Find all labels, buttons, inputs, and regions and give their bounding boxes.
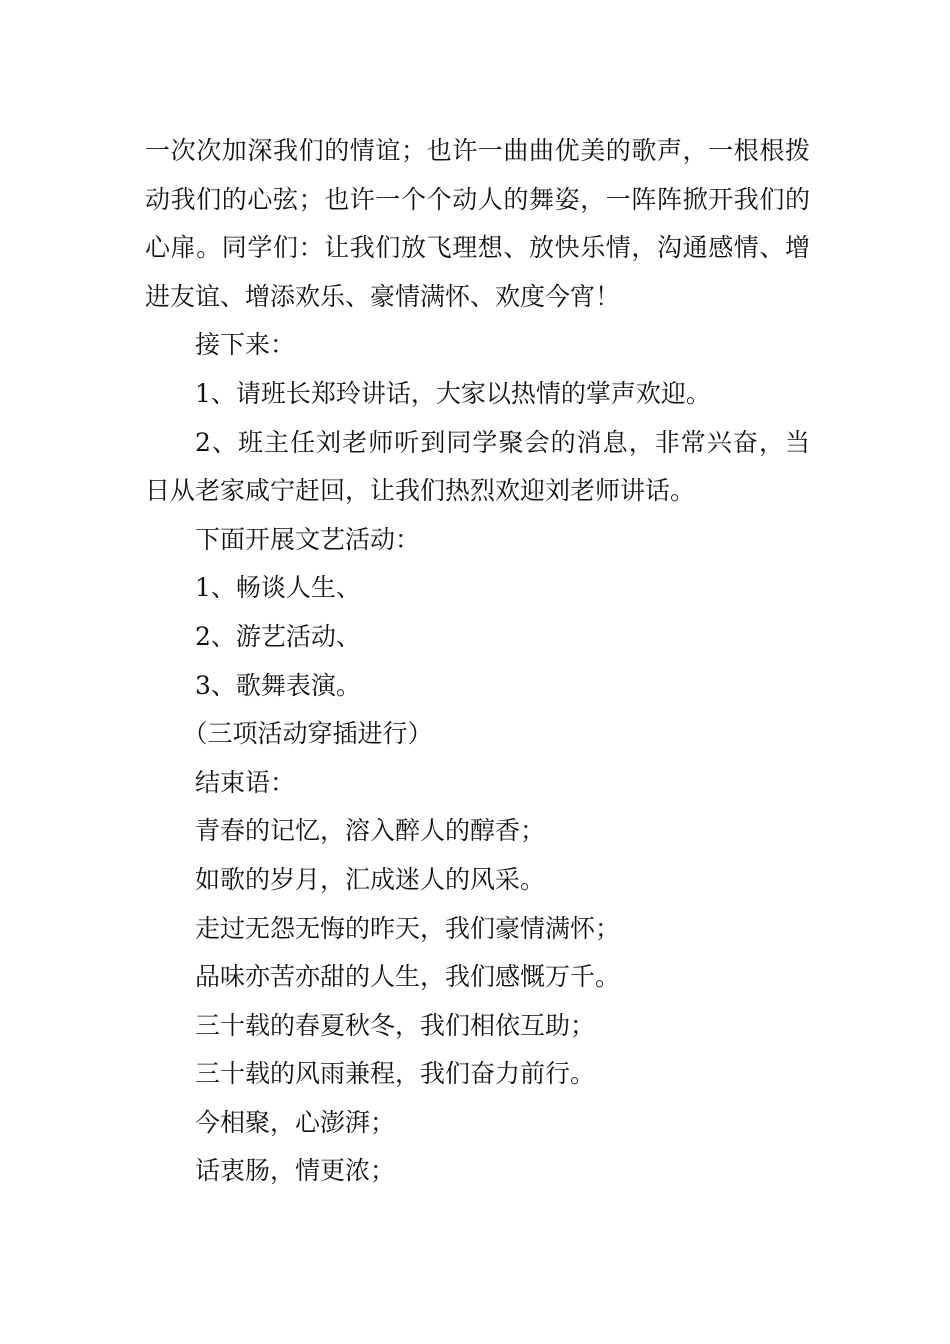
document-body: [145, 127, 810, 1196]
paragraph-verse-2: 如歌的岁月，汇成迷人的风采。: [195, 864, 546, 894]
paragraph-next-heading: 接下来：: [195, 330, 296, 360]
paragraph-activities-note: （三项活动穿插进行）: [182, 719, 433, 749]
paragraph-verse-5: 三十载的春夏秋冬，我们相依互助；: [195, 1010, 596, 1040]
paragraph-closing-heading: 结束语：: [195, 767, 296, 797]
paragraph-verse-6: 三十载的风雨兼程，我们奋力前行。: [195, 1059, 596, 1089]
paragraph-item-1: 1、请班长郑玲讲话，大家以热情的掌声欢迎。: [195, 378, 711, 408]
paragraph-activity-3: 3、歌舞表演。: [195, 670, 361, 700]
paragraph-verse-3: 走过无怨无悔的昨天，我们豪情满怀；: [195, 913, 621, 943]
paragraph-activity-2: 2、游艺活动、: [195, 621, 361, 651]
paragraph-activities-heading: 下面开展文艺活动：: [195, 524, 421, 554]
paragraph-item-2: 2、班主任刘老师听到同学聚会的消息，非常兴奋，当日从老家咸宁赶回，让我们热烈欢迎刘老师讲话。: [145, 427, 810, 506]
paragraph-verse-8: 话衷肠，情更浓；: [195, 1156, 396, 1186]
paragraph-verse-1: 青春的记忆，溶入醉人的醇香；: [195, 816, 546, 846]
paragraph-continuation: 一次次加深我们的情谊；也许一曲曲优美的歌声，一根根拨动我们的心弦；也许一个个动人的舞姿，一阵阵掀开我们的心扉。同学们：让我们放飞理想、放快乐情，沟通感情、增进友谊、增添欢乐、豪情满怀、欢度今宵！: [145, 136, 810, 311]
paragraph-activity-1: 1、畅谈人生、: [195, 573, 361, 603]
paragraph-verse-4: 品味亦苦亦甜的人生，我们感慨万千。: [195, 962, 621, 992]
paragraph-verse-7: 今相聚，心澎湃；: [195, 1107, 396, 1137]
